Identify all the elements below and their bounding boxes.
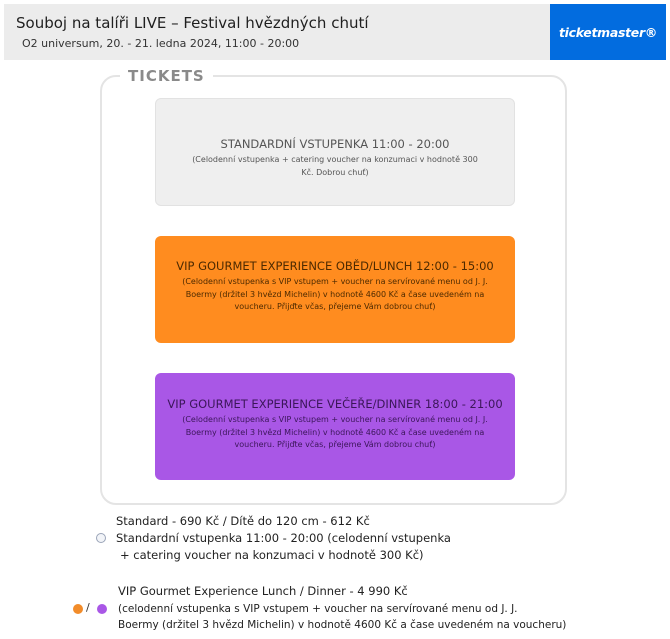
purple-dot-icon	[97, 604, 107, 614]
tickets-heading: TICKETS	[120, 67, 213, 85]
ticketmaster-logo[interactable]: ticketmaster®	[550, 4, 666, 60]
ticket-standard[interactable]	[155, 98, 515, 206]
legend-separator: /	[86, 601, 90, 614]
ticket-name: VIP GOURMET EXPERIENCE VEČEŘE/DINNER 18:00 - 21:00	[167, 397, 503, 411]
legend-vip-line1: (celodenní vstupenka s VIP vstupem + voucher na servírované menu od J. J.	[118, 603, 518, 615]
ticket-description: (Celodenní vstupenka s VIP vstupem + voucher na servírované menu od J. J. Boermy (držitel 3 hvězd Michelin) v hodnotě 4600 Kč a čase uvedeném na voucheru. Přijďte včas, přejeme Vám dobrou chuť)	[182, 277, 488, 311]
legend-vip-price: VIP Gourmet Experience Lunch / Dinner - 4 990 Kč	[118, 584, 408, 598]
event-title: Souboj na talíři LIVE – Festival hvězdných chutí	[16, 14, 369, 32]
event-header	[4, 4, 666, 60]
legend-standard-line2: + catering voucher na konzumaci v hodnotě 300 Kč)	[120, 548, 424, 562]
standard-dot-icon	[96, 533, 106, 543]
ticket-description: (Celodenní vstupenka s VIP vstupem + voucher na servírované menu od J. J. Boermy (držitel 3 hvězd Michelin) v hodnotě 4600 Kč a čase uvedeném na voucheru. Přijďte včas, přejeme Vám dobrou chuť)	[182, 415, 488, 449]
legend-standard-price: Standard - 690 Kč / Dítě do 120 cm - 612 Kč	[116, 514, 370, 528]
ticket-vip-dinner[interactable]	[155, 373, 515, 480]
legend-vip-line2: Boermy (držitel 3 hvězd Michelin) v hodnotě 4600 Kč a čase uvedeném na voucheru)	[118, 619, 567, 631]
orange-dot-icon	[73, 604, 83, 614]
ticket-name: VIP GOURMET EXPERIENCE OBĚD/LUNCH 12:00 - 15:00	[176, 259, 494, 273]
ticket-name: STANDARDNÍ VSTUPENKA 11:00 - 20:00	[220, 137, 450, 151]
ticket-vip-lunch[interactable]	[155, 236, 515, 343]
legend-standard-line1: Standardní vstupenka 11:00 - 20:00 (celodenní vstupenka	[116, 531, 451, 545]
event-venue-date: O2 universum, 20. - 21. ledna 2024, 11:00 - 20:00	[22, 37, 300, 50]
ticket-description: (Celodenní vstupenka + catering voucher na konzumaci v hodnotě 300 Kč. Dobrou chuť)	[192, 155, 478, 177]
